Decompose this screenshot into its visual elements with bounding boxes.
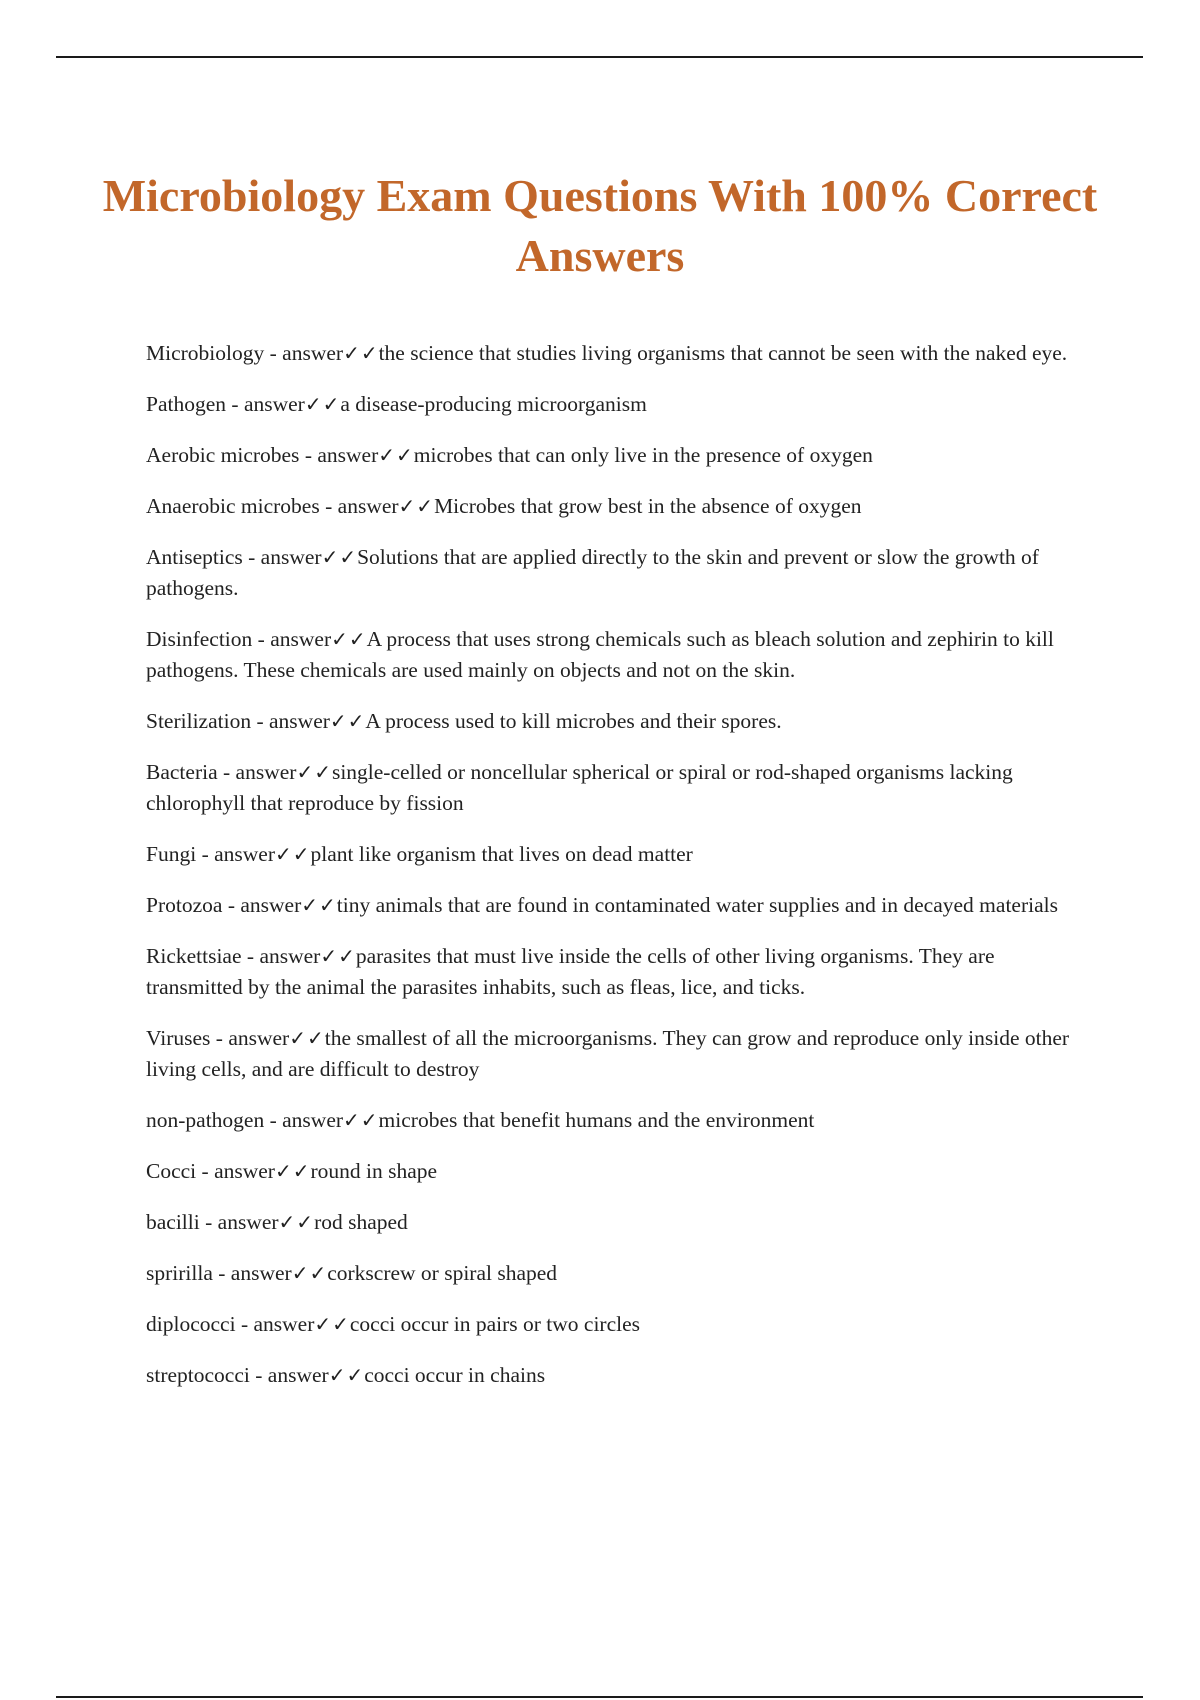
qa-term: spririlla (146, 1261, 213, 1285)
answer-word: answer (267, 1363, 329, 1387)
qa-term: Anaerobic microbes (146, 494, 320, 518)
qa-term: Pathogen (146, 392, 227, 416)
qa-term: Fungi (146, 842, 197, 866)
answer-word: answer (259, 944, 321, 968)
qa-separator: - (212, 1261, 231, 1285)
qa-definition: Solutions that are applied directly to the skin and prevent or slow the growth of pathogens. (146, 545, 1039, 600)
check-mark-icon: ✓✓ (278, 1210, 315, 1234)
answer-word: answer (214, 842, 275, 866)
answer-word: answer (337, 494, 399, 518)
check-mark-icon: ✓✓ (321, 545, 358, 569)
qa-item (146, 542, 1081, 604)
check-mark-icon: ✓✓ (328, 1363, 365, 1387)
check-mark-icon: ✓✓ (343, 341, 379, 365)
qa-definition: Microbes that grow best in the absence of oxygen (434, 494, 862, 518)
answer-word: answer (270, 627, 332, 651)
answer-word: answer (240, 893, 302, 917)
qa-term: bacilli (146, 1210, 200, 1234)
check-mark-icon: ✓✓ (329, 709, 366, 733)
qa-separator: - (252, 627, 271, 651)
qa-item (146, 338, 1081, 369)
qa-separator: - (196, 842, 215, 866)
qa-item (146, 1207, 1081, 1238)
qa-separator: - (199, 1210, 218, 1234)
answer-word: answer (214, 1159, 275, 1183)
qa-item (146, 1258, 1081, 1289)
qa-term: Microbiology (146, 341, 265, 365)
check-mark-icon: ✓✓ (301, 893, 337, 917)
qa-item (146, 624, 1081, 686)
check-mark-icon: ✓✓ (331, 627, 367, 651)
qa-term: Antiseptics (146, 545, 243, 569)
qa-term: non-pathogen (146, 1108, 265, 1132)
qa-separator: - (217, 760, 236, 784)
qa-separator: - (249, 1363, 268, 1387)
answer-word: answer (282, 1108, 344, 1132)
qa-term: diplococci (146, 1312, 236, 1336)
check-mark-icon: ✓✓ (314, 1312, 350, 1336)
qa-item (146, 839, 1081, 870)
qa-separator: - (241, 944, 260, 968)
qa-item (146, 389, 1081, 420)
qa-definition: microbes that benefit humans and the environment (378, 1108, 815, 1132)
check-mark-icon: ✓✓ (296, 760, 332, 784)
qa-item (146, 1105, 1081, 1136)
qa-separator: - (299, 443, 318, 467)
qa-separator: - (226, 392, 244, 416)
qa-item (146, 941, 1081, 1003)
qa-term: Disinfection (146, 627, 253, 651)
check-mark-icon: ✓✓ (343, 1108, 379, 1132)
qa-term: streptococci (146, 1363, 250, 1387)
check-mark-icon: ✓✓ (320, 944, 356, 968)
qa-term: Bacteria (146, 760, 218, 784)
qa-separator: - (196, 1159, 215, 1183)
qa-item (146, 890, 1081, 921)
qa-term: Aerobic microbes (146, 443, 300, 467)
answer-word: answer (228, 1026, 290, 1050)
answer-word: answer (269, 709, 330, 733)
qa-definition: plant like organism that lives on dead matter (310, 842, 693, 866)
footer-rule (56, 1696, 1143, 1698)
qa-term: Viruses (146, 1026, 211, 1050)
qa-definition: parasites that must live inside the cells of other living organisms. They are transmitted by the animal the parasites inhabits, such as fleas, lice, and ticks. (146, 944, 995, 999)
answer-word: answer (282, 341, 344, 365)
answer-word: answer (230, 1261, 292, 1285)
answer-word: answer (260, 545, 322, 569)
qa-definition: the smallest of all the microorganisms. They can grow and reproduce only inside other living cells, and are difficult to destroy (146, 1026, 1070, 1081)
qa-item (146, 1309, 1081, 1340)
qa-definition: rod shaped (314, 1210, 408, 1234)
qa-definition: round in shape (310, 1159, 438, 1183)
qa-definition: A process used to kill microbes and their spores. (365, 709, 782, 733)
qa-separator: - (319, 494, 338, 518)
check-mark-icon: ✓✓ (274, 1159, 311, 1183)
check-mark-icon: ✓✓ (398, 494, 435, 518)
qa-item (146, 1156, 1081, 1187)
qa-term: Protozoa (146, 893, 223, 917)
answer-word: answer (243, 392, 305, 416)
qa-definition: microbes that can only live in the presence of oxygen (413, 443, 873, 467)
qa-separator: - (242, 545, 261, 569)
qa-definition: tiny animals that are found in contaminated water supplies and in decayed materials (336, 893, 1058, 917)
qa-separator: - (251, 709, 270, 733)
check-mark-icon: ✓✓ (289, 1026, 325, 1050)
qa-term: Sterilization (146, 709, 252, 733)
qa-definition: the science that studies living organisms that cannot be seen with the naked eye. (378, 341, 1068, 365)
qa-separator: - (210, 1026, 229, 1050)
qa-item (146, 1023, 1081, 1085)
qa-item (146, 757, 1081, 819)
qa-term: Rickettsiae (146, 944, 242, 968)
qa-definition: cocci occur in chains (364, 1363, 546, 1387)
answer-word: answer (217, 1210, 279, 1234)
qa-list (146, 338, 1081, 1411)
qa-separator: - (264, 1108, 283, 1132)
qa-item (146, 706, 1081, 737)
check-mark-icon: ✓✓ (275, 842, 311, 866)
qa-definition: single-celled or noncellular spherical or spiral or rod-shaped organisms lacking chlorophyll that reproduce by fission (146, 760, 1013, 815)
qa-definition: corkscrew or spiral shaped (327, 1261, 558, 1285)
answer-word: answer (317, 443, 379, 467)
qa-definition: a disease-producing microorganism (340, 392, 647, 416)
answer-word: answer (253, 1312, 315, 1336)
answer-word: answer (235, 760, 297, 784)
header-rule (56, 56, 1143, 58)
qa-term: Cocci (146, 1159, 197, 1183)
check-mark-icon: ✓✓ (304, 392, 341, 416)
qa-definition: cocci occur in pairs or two circles (349, 1312, 641, 1336)
qa-item (146, 1360, 1081, 1391)
check-mark-icon: ✓✓ (291, 1261, 328, 1285)
qa-separator: - (222, 893, 241, 917)
qa-item (146, 491, 1081, 522)
qa-separator: - (235, 1312, 254, 1336)
document-title: Microbiology Exam Questions With 100% Correct Answers (102, 170, 1098, 281)
qa-definition: A process that uses strong chemicals such as bleach solution and zephirin to kill pathogens. These chemicals are used mainly on objects and not on the skin. (146, 627, 1054, 682)
qa-separator: - (264, 341, 283, 365)
check-mark-icon: ✓✓ (378, 443, 414, 467)
qa-item (146, 440, 1081, 471)
